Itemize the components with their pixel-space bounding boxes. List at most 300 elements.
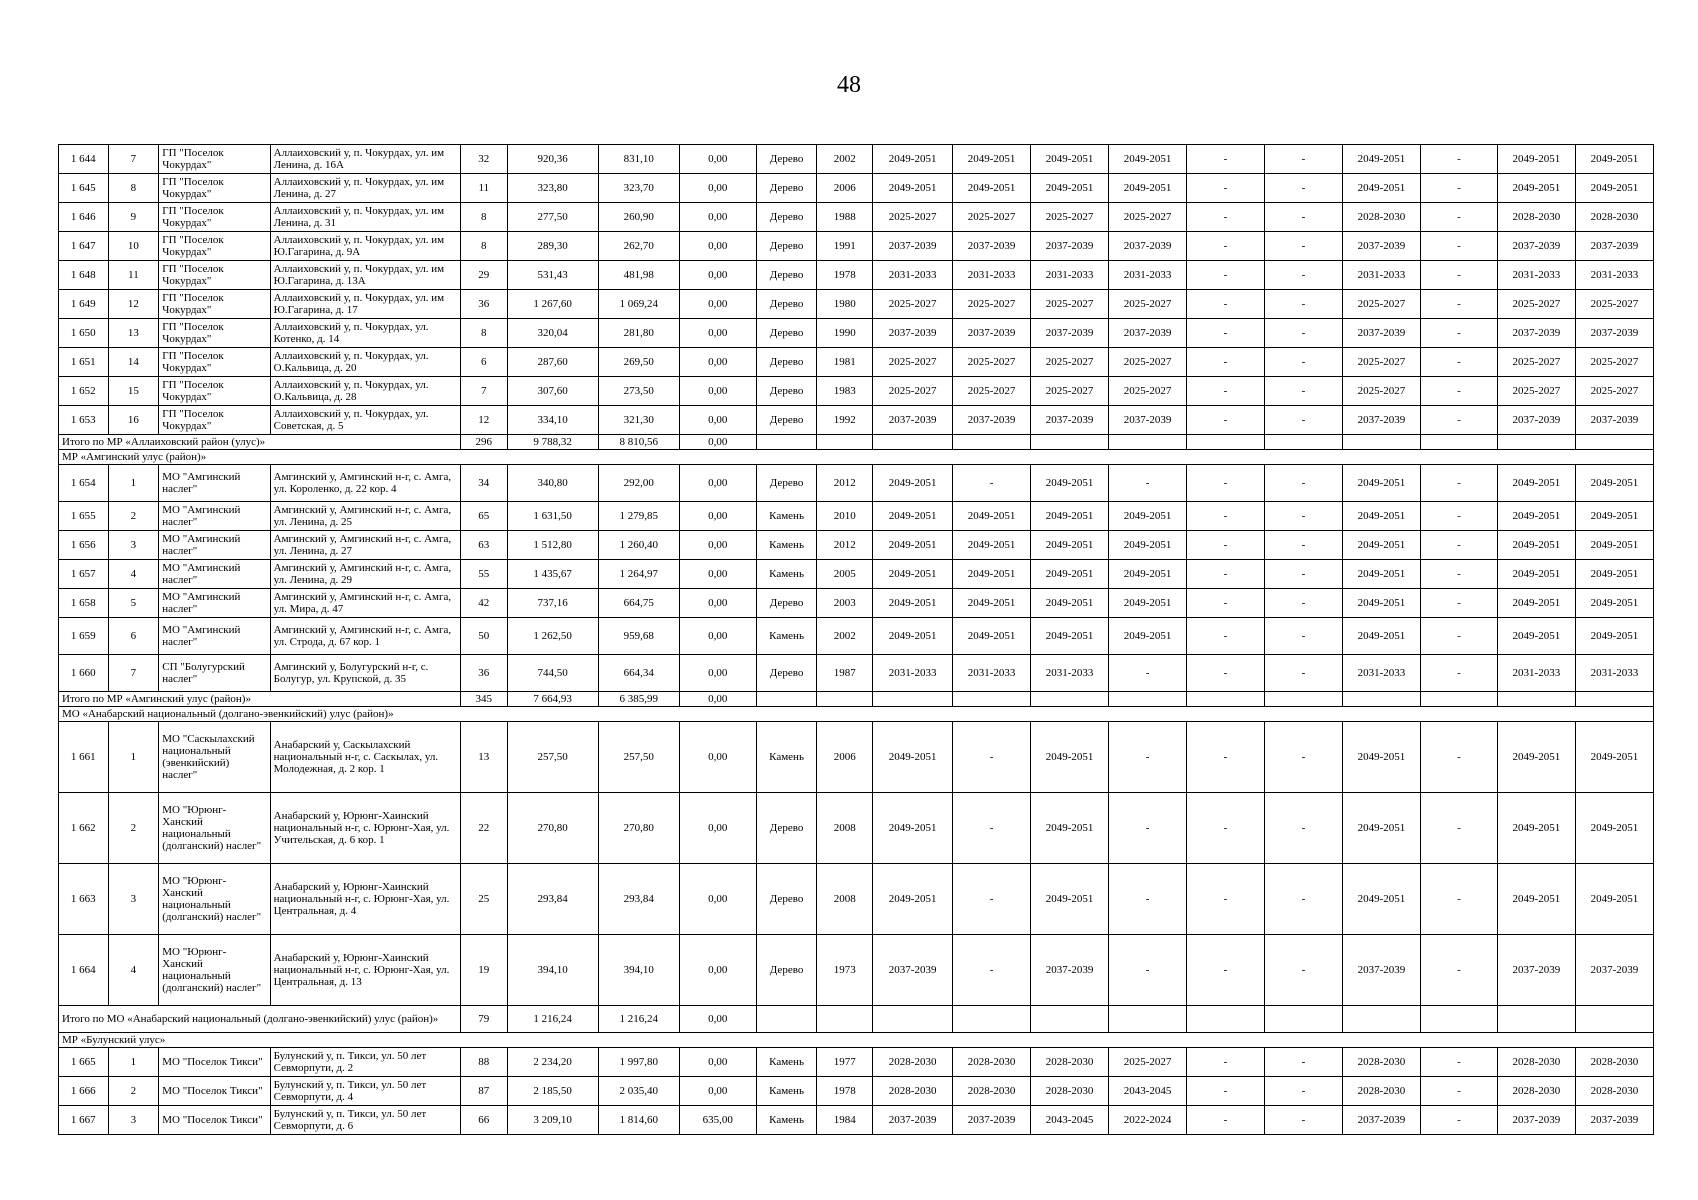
table-cell: 2031-2033 xyxy=(953,655,1031,692)
table-cell: 2025-2027 xyxy=(953,290,1031,319)
table-cell: ГП "Поселок Чокурдах" xyxy=(159,319,270,348)
table-cell: - xyxy=(1420,722,1497,793)
table-cell xyxy=(1109,1006,1187,1033)
table-cell: 1 655 xyxy=(59,502,109,531)
section-header-row xyxy=(59,707,1654,722)
total-apartments: 79 xyxy=(461,1006,508,1033)
table-cell: 273,50 xyxy=(598,377,679,406)
table-cell: - xyxy=(1265,935,1343,1006)
table-cell: 1 660 xyxy=(59,655,109,692)
table-cell: - xyxy=(1109,655,1187,692)
table-cell: МО "Амгинский наслег" xyxy=(159,589,270,618)
table-cell: 2028-2030 xyxy=(873,1077,953,1106)
table-cell: 394,10 xyxy=(598,935,679,1006)
table-cell xyxy=(873,1006,953,1033)
table-cell: - xyxy=(1265,655,1343,692)
table-cell: - xyxy=(1187,1106,1265,1135)
table-cell: 2037-2039 xyxy=(1342,935,1420,1006)
table-cell: 2028-2030 xyxy=(1497,1048,1575,1077)
table-cell: МО "Поселок Тикси" xyxy=(159,1106,270,1135)
table-cell: 2025-2027 xyxy=(873,377,953,406)
table-cell: 2031-2033 xyxy=(873,655,953,692)
table-cell: 257,50 xyxy=(598,722,679,793)
table-cell: 1 512,80 xyxy=(507,531,598,560)
table-cell xyxy=(817,435,873,450)
table-cell: 22 xyxy=(461,793,508,864)
table-cell: 1973 xyxy=(817,935,873,1006)
table-cell: - xyxy=(1420,261,1497,290)
table-cell: 2049-2051 xyxy=(1497,531,1575,560)
table-cell: 1987 xyxy=(817,655,873,692)
table-cell: Аллаиховский у, п. Чокурдах, ул. О.Кальвица, д. 28 xyxy=(270,377,460,406)
table-cell: 1 658 xyxy=(59,589,109,618)
table-cell: 34 xyxy=(461,465,508,502)
table-cell: Аллаиховский у, п. Чокурдах, ул. им Ленина, д. 31 xyxy=(270,203,460,232)
table-cell: 50 xyxy=(461,618,508,655)
table-cell: 2031-2033 xyxy=(873,261,953,290)
table-cell xyxy=(1575,692,1653,707)
table-cell: Дерево xyxy=(756,377,817,406)
table-cell: 2049-2051 xyxy=(873,589,953,618)
table-cell xyxy=(756,692,817,707)
table-cell xyxy=(873,435,953,450)
table-cell: 1992 xyxy=(817,406,873,435)
table-cell: - xyxy=(1109,935,1187,1006)
table-cell: 2049-2051 xyxy=(873,465,953,502)
table-cell: 1 650 xyxy=(59,319,109,348)
table-cell: Дерево xyxy=(756,465,817,502)
table-cell: 2049-2051 xyxy=(1575,531,1653,560)
table-cell: - xyxy=(1187,406,1265,435)
table-cell: - xyxy=(1265,1077,1343,1106)
total-living-area: 6 385,99 xyxy=(598,692,679,707)
table-cell: 3 xyxy=(108,1106,159,1135)
table-cell: - xyxy=(953,722,1031,793)
table-cell: 2049-2051 xyxy=(873,560,953,589)
table-cell: 2037-2039 xyxy=(1342,319,1420,348)
table-cell: 2037-2039 xyxy=(873,406,953,435)
table-cell: Дерево xyxy=(756,261,817,290)
table-cell: - xyxy=(1265,531,1343,560)
table-cell: 2037-2039 xyxy=(1342,232,1420,261)
table-cell: 2037-2039 xyxy=(1575,319,1653,348)
table-cell: 2049-2051 xyxy=(873,864,953,935)
table-cell: 2037-2039 xyxy=(1497,406,1575,435)
table-cell: 1 644 xyxy=(59,145,109,174)
table-cell: 1 997,80 xyxy=(598,1048,679,1077)
table-cell: 2 035,40 xyxy=(598,1077,679,1106)
table-cell: - xyxy=(1420,203,1497,232)
table-cell: - xyxy=(1420,618,1497,655)
table-cell: 2049-2051 xyxy=(1031,465,1109,502)
table-cell: 2031-2033 xyxy=(953,261,1031,290)
table-cell: Аллаиховский у, п. Чокурдах, ул. Котенко, д. 14 xyxy=(270,319,460,348)
total-apartments: 296 xyxy=(461,435,508,450)
table-cell: 0,00 xyxy=(679,261,756,290)
table-cell: 8 xyxy=(461,319,508,348)
table-cell: 2006 xyxy=(817,722,873,793)
table-cell: 11 xyxy=(108,261,159,290)
table-cell: 2025-2027 xyxy=(1497,290,1575,319)
table-cell: - xyxy=(1265,203,1343,232)
table-cell: 2028-2030 xyxy=(1031,1077,1109,1106)
table-cell: 664,34 xyxy=(598,655,679,692)
table-cell: 2049-2051 xyxy=(953,502,1031,531)
table-cell: 2025-2027 xyxy=(1109,377,1187,406)
table-cell: Камень xyxy=(756,560,817,589)
table-cell: 2049-2051 xyxy=(1031,589,1109,618)
table-cell: 2031-2033 xyxy=(1031,261,1109,290)
table-cell: 277,50 xyxy=(507,203,598,232)
table-cell: 2049-2051 xyxy=(1575,174,1653,203)
table-cell xyxy=(1031,1006,1109,1033)
table-cell: - xyxy=(1420,502,1497,531)
table-cell: 1 646 xyxy=(59,203,109,232)
table-cell: 744,50 xyxy=(507,655,598,692)
table-cell: ГП "Поселок Чокурдах" xyxy=(159,290,270,319)
table-cell: Аллаиховский у, п. Чокурдах, ул. им Ленина, д. 27 xyxy=(270,174,460,203)
table-cell: Дерево xyxy=(756,319,817,348)
table-cell: Амгинский у, Амгинский н-г, с. Амга, ул. Ленина, д. 29 xyxy=(270,560,460,589)
table-cell: 2049-2051 xyxy=(1109,145,1187,174)
table-cell xyxy=(1031,692,1109,707)
table-cell: - xyxy=(1265,145,1343,174)
table-cell: 1 659 xyxy=(59,618,109,655)
total-area: 9 788,32 xyxy=(507,435,598,450)
table-cell: - xyxy=(1420,406,1497,435)
table-cell: 2049-2051 xyxy=(1342,174,1420,203)
table-cell: - xyxy=(1187,618,1265,655)
table-cell: Камень xyxy=(756,531,817,560)
table-cell: 2028-2030 xyxy=(1497,1077,1575,1106)
table-cell: 2025-2027 xyxy=(1342,348,1420,377)
table-cell: 2037-2039 xyxy=(953,232,1031,261)
table-cell: Камень xyxy=(756,502,817,531)
table-cell: 1 814,60 xyxy=(598,1106,679,1135)
table-cell: - xyxy=(1420,560,1497,589)
total-label: Итого по МР «Амгинский улус (район)» xyxy=(59,692,461,707)
table-row xyxy=(59,531,1654,560)
table-cell: 2028-2030 xyxy=(1575,1077,1653,1106)
table-cell: 1978 xyxy=(817,1077,873,1106)
table-cell: 2031-2033 xyxy=(1575,655,1653,692)
table-cell: МО "Саскылахский национальный (эвенкийский) наслег" xyxy=(159,722,270,793)
table-cell: - xyxy=(1265,589,1343,618)
table-cell xyxy=(1265,435,1343,450)
table-cell: 2025-2027 xyxy=(1342,290,1420,319)
table-cell: Дерево xyxy=(756,290,817,319)
table-cell: 1 xyxy=(108,1048,159,1077)
table-cell: - xyxy=(1265,377,1343,406)
table-cell xyxy=(1575,435,1653,450)
table-cell: 2049-2051 xyxy=(1342,618,1420,655)
table-cell: Дерево xyxy=(756,655,817,692)
table-cell: 2025-2027 xyxy=(1342,377,1420,406)
table-cell: - xyxy=(1265,618,1343,655)
table-cell: 2 xyxy=(108,793,159,864)
table-cell: Амгинский у, Амгинский н-г, с. Амга, ул. Короленко, д. 22 кор. 4 xyxy=(270,465,460,502)
table-cell: 2031-2033 xyxy=(1342,655,1420,692)
table-cell: 831,10 xyxy=(598,145,679,174)
table-cell: 2049-2051 xyxy=(873,618,953,655)
table-cell: 7 xyxy=(108,655,159,692)
table-cell: 2037-2039 xyxy=(1031,935,1109,1006)
table-cell: 2002 xyxy=(817,145,873,174)
table-cell: 2049-2051 xyxy=(1031,502,1109,531)
table-cell: 2037-2039 xyxy=(1497,1106,1575,1135)
table-cell: 2049-2051 xyxy=(1575,465,1653,502)
table-cell: 0,00 xyxy=(679,319,756,348)
table-cell: - xyxy=(1187,319,1265,348)
table-cell: - xyxy=(1265,290,1343,319)
table-cell: 2 xyxy=(108,502,159,531)
table-cell: 2025-2027 xyxy=(1575,290,1653,319)
table-cell: 2025-2027 xyxy=(1031,290,1109,319)
table-cell: 321,30 xyxy=(598,406,679,435)
table-cell: 2049-2051 xyxy=(1342,722,1420,793)
table-cell: 2037-2039 xyxy=(1497,935,1575,1006)
table-cell: 260,90 xyxy=(598,203,679,232)
table-row xyxy=(59,502,1654,531)
table-cell: Камень xyxy=(756,1077,817,1106)
table-cell: 262,70 xyxy=(598,232,679,261)
table-cell: 2028-2030 xyxy=(1342,203,1420,232)
table-cell: 1 662 xyxy=(59,793,109,864)
table-cell: 287,60 xyxy=(507,348,598,377)
table-cell: 1 656 xyxy=(59,531,109,560)
table-cell: - xyxy=(1187,589,1265,618)
table-cell: - xyxy=(1265,319,1343,348)
table-cell xyxy=(1497,1006,1575,1033)
table-row xyxy=(59,864,1654,935)
table-cell: Дерево xyxy=(756,864,817,935)
table-cell xyxy=(1342,435,1420,450)
table-row xyxy=(59,319,1654,348)
table-cell: 2025-2027 xyxy=(1031,348,1109,377)
table-cell xyxy=(1265,692,1343,707)
table-cell: 1 654 xyxy=(59,465,109,502)
table-cell: 3 209,10 xyxy=(507,1106,598,1135)
table-cell: 2003 xyxy=(817,589,873,618)
table-cell: 55 xyxy=(461,560,508,589)
total-living-area: 1 216,24 xyxy=(598,1006,679,1033)
table-cell: Камень xyxy=(756,618,817,655)
table-cell: 0,00 xyxy=(679,793,756,864)
table-cell: 2049-2051 xyxy=(1497,174,1575,203)
table-cell: - xyxy=(1265,793,1343,864)
table-cell: 2049-2051 xyxy=(1342,560,1420,589)
table-cell: Аллаиховский у, п. Чокурдах, ул. им Ю.Гагарина, д. 17 xyxy=(270,290,460,319)
table-cell: 2 185,50 xyxy=(507,1077,598,1106)
table-row xyxy=(59,203,1654,232)
total-row xyxy=(59,1006,1654,1033)
table-cell: - xyxy=(1187,531,1265,560)
table-cell: 2049-2051 xyxy=(1031,864,1109,935)
table-cell: 11 xyxy=(461,174,508,203)
table-cell: Анабарский у, Саскылахский национальный н-г, с. Саскылах, ул. Молодежная, д. 2 кор. 1 xyxy=(270,722,460,793)
table-cell: 1 649 xyxy=(59,290,109,319)
table-cell: 1 267,60 xyxy=(507,290,598,319)
table-cell: 293,84 xyxy=(598,864,679,935)
table-cell: 42 xyxy=(461,589,508,618)
table-cell: 2037-2039 xyxy=(1031,406,1109,435)
table-cell: 8 xyxy=(461,203,508,232)
table-cell xyxy=(1109,692,1187,707)
table-row xyxy=(59,655,1654,692)
table-cell: Булунский у, п. Тикси, ул. 50 лет Севморпути, д. 6 xyxy=(270,1106,460,1135)
table-cell: Дерево xyxy=(756,174,817,203)
table-cell: 66 xyxy=(461,1106,508,1135)
table-cell: 2025-2027 xyxy=(1497,377,1575,406)
table-cell: 2049-2051 xyxy=(953,589,1031,618)
table-cell: 920,36 xyxy=(507,145,598,174)
table-cell: 2049-2051 xyxy=(1342,502,1420,531)
table-cell: - xyxy=(1187,1048,1265,1077)
table-cell: Аллаиховский у, п. Чокурдах, ул. О.Кальвица, д. 20 xyxy=(270,348,460,377)
table-cell: 2049-2051 xyxy=(1575,618,1653,655)
table-cell: 2043-2045 xyxy=(1109,1077,1187,1106)
table-row xyxy=(59,465,1654,502)
table-cell: 16 xyxy=(108,406,159,435)
table-cell: Аллаиховский у, п. Чокурдах, ул. Советская, д. 5 xyxy=(270,406,460,435)
table-cell: 2049-2051 xyxy=(1497,589,1575,618)
table-row xyxy=(59,1106,1654,1135)
table-cell: - xyxy=(1420,174,1497,203)
table-cell: 7 xyxy=(461,377,508,406)
table-cell: - xyxy=(1187,174,1265,203)
table-cell: 2049-2051 xyxy=(953,531,1031,560)
table-cell: - xyxy=(1420,290,1497,319)
table-cell: - xyxy=(1187,864,1265,935)
table-cell: - xyxy=(1265,406,1343,435)
table-cell: 2025-2027 xyxy=(1109,348,1187,377)
table-cell: Дерево xyxy=(756,203,817,232)
table-cell xyxy=(1187,435,1265,450)
table-cell xyxy=(756,1006,817,1033)
table-cell: 0,00 xyxy=(679,722,756,793)
table-cell: - xyxy=(1265,261,1343,290)
table-cell: 2025-2027 xyxy=(873,203,953,232)
table-cell: 2049-2051 xyxy=(1497,793,1575,864)
table-cell: 2043-2045 xyxy=(1031,1106,1109,1135)
table-cell: МО "Амгинский наслег" xyxy=(159,465,270,502)
table-cell: - xyxy=(953,935,1031,1006)
table-cell: 2049-2051 xyxy=(1575,864,1653,935)
table-row xyxy=(59,145,1654,174)
table-cell xyxy=(817,692,873,707)
table-cell xyxy=(1187,692,1265,707)
table-cell: 2049-2051 xyxy=(1342,864,1420,935)
table-cell: 269,50 xyxy=(598,348,679,377)
table-cell: МО "Амгинский наслег" xyxy=(159,618,270,655)
table-cell: 1980 xyxy=(817,290,873,319)
table-cell xyxy=(1575,1006,1653,1033)
table-row xyxy=(59,377,1654,406)
table-cell: 281,80 xyxy=(598,319,679,348)
table-row xyxy=(59,589,1654,618)
table-row xyxy=(59,618,1654,655)
table-cell: ГП "Поселок Чокурдах" xyxy=(159,261,270,290)
section-header-row xyxy=(59,450,1654,465)
table-cell: - xyxy=(1187,560,1265,589)
table-cell: 2037-2039 xyxy=(1575,232,1653,261)
table-cell: - xyxy=(1420,377,1497,406)
table-cell: 2049-2051 xyxy=(1575,145,1653,174)
table-cell: 36 xyxy=(461,290,508,319)
table-cell: - xyxy=(1420,465,1497,502)
table-row xyxy=(59,261,1654,290)
table-cell: 4 xyxy=(108,935,159,1006)
table-cell: 2031-2033 xyxy=(1031,655,1109,692)
table-cell: 2006 xyxy=(817,174,873,203)
table-cell: 2 234,20 xyxy=(507,1048,598,1077)
table-cell: 0,00 xyxy=(679,560,756,589)
table-cell: - xyxy=(1187,935,1265,1006)
total-apartments: 345 xyxy=(461,692,508,707)
table-cell: 1991 xyxy=(817,232,873,261)
table-cell: - xyxy=(1420,793,1497,864)
section-header-row xyxy=(59,1033,1654,1048)
table-cell: 2049-2051 xyxy=(1109,531,1187,560)
table-cell: 2028-2030 xyxy=(873,1048,953,1077)
table-cell: 2025-2027 xyxy=(1109,203,1187,232)
table-cell: 0,00 xyxy=(679,1048,756,1077)
table-cell: 0,00 xyxy=(679,145,756,174)
table-cell: - xyxy=(1420,319,1497,348)
table-cell: 0,00 xyxy=(679,589,756,618)
table-cell: - xyxy=(1420,935,1497,1006)
table-cell: 1978 xyxy=(817,261,873,290)
table-cell xyxy=(873,692,953,707)
table-row xyxy=(59,560,1654,589)
table-cell: 1983 xyxy=(817,377,873,406)
table-cell: 2049-2051 xyxy=(1342,145,1420,174)
table-cell: - xyxy=(1187,290,1265,319)
table-cell: Дерево xyxy=(756,348,817,377)
table-cell: 1977 xyxy=(817,1048,873,1077)
table-cell: 25 xyxy=(461,864,508,935)
table-cell: Амгинский у, Амгинский н-г, с. Амга, ул. Ленина, д. 27 xyxy=(270,531,460,560)
table-cell: 87 xyxy=(461,1077,508,1106)
table-cell: 320,04 xyxy=(507,319,598,348)
table-cell: 2025-2027 xyxy=(953,348,1031,377)
table-cell: - xyxy=(1420,589,1497,618)
table-cell: 2037-2039 xyxy=(1342,1106,1420,1135)
table-cell: Анабарский у, Юрюнг-Хаинский национальный н-г, с. Юрюнг-Хая, ул. Центральная, д. 4 xyxy=(270,864,460,935)
table-cell: 2037-2039 xyxy=(873,1106,953,1135)
table-cell: 340,80 xyxy=(507,465,598,502)
table-cell: 1 653 xyxy=(59,406,109,435)
table-cell: 289,30 xyxy=(507,232,598,261)
table-cell: 2028-2030 xyxy=(1342,1048,1420,1077)
table-cell: - xyxy=(953,864,1031,935)
table-cell: 1 069,24 xyxy=(598,290,679,319)
table-cell: 13 xyxy=(461,722,508,793)
table-cell: Аллаиховский у, п. Чокурдах, ул. им Ю.Гагарина, д. 13А xyxy=(270,261,460,290)
table-cell: 2049-2051 xyxy=(1109,174,1187,203)
table-cell: 0,00 xyxy=(679,377,756,406)
table-row xyxy=(59,232,1654,261)
table-cell: Дерево xyxy=(756,793,817,864)
table-cell: 2025-2027 xyxy=(953,377,1031,406)
table-cell: 1 xyxy=(108,722,159,793)
table-cell: 2049-2051 xyxy=(1575,589,1653,618)
table-cell: Анабарский у, Юрюнг-Хаинский национальный н-г, с. Юрюнг-Хая, ул. Центральная, д. 13 xyxy=(270,935,460,1006)
total-area: 1 216,24 xyxy=(507,1006,598,1033)
table-cell: Аллаиховский у, п. Чокурдах, ул. им Ленина, д. 16А xyxy=(270,145,460,174)
table-cell: 2028-2030 xyxy=(1031,1048,1109,1077)
table-cell: 1 647 xyxy=(59,232,109,261)
